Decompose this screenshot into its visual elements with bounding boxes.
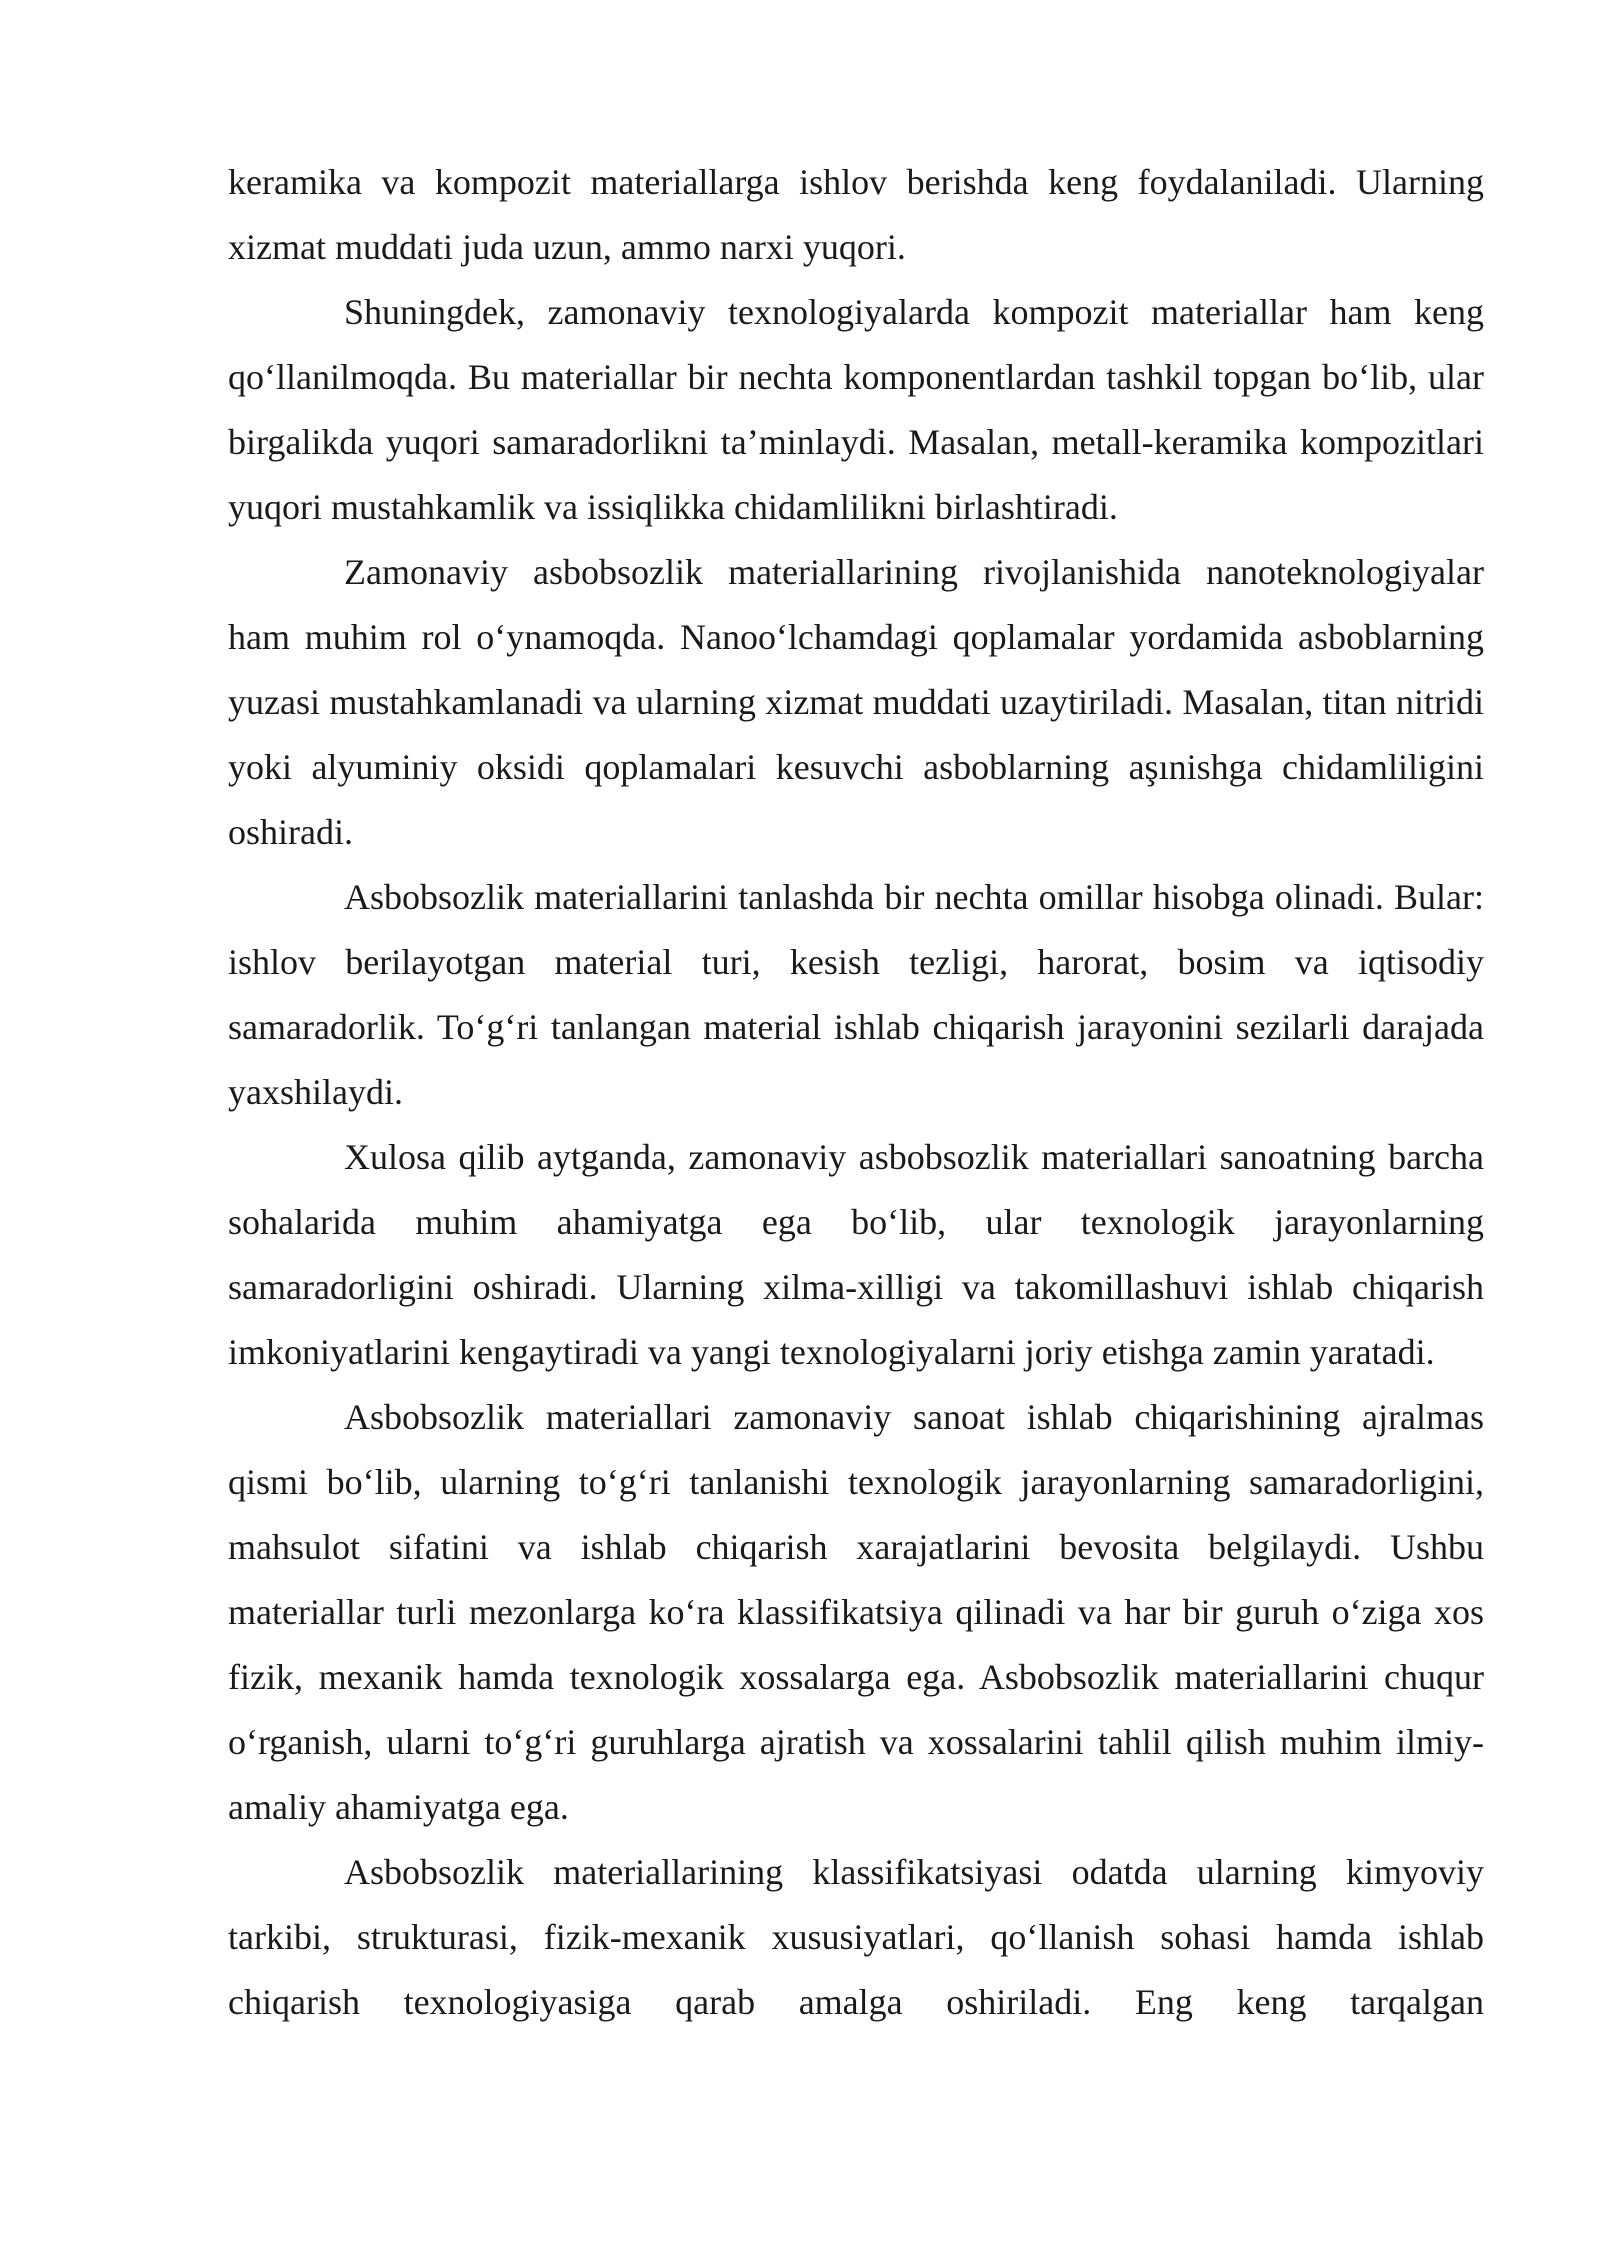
paragraph-composite-materials: Shuningdek, zamonaviy texnologiyalarda kompozit materiallar ham keng qo‘llanilmoqda. Bu materiallar bir nechta komponentlardan tashkil topgan bo‘lib, ular birgalikda yuqori samaradorlikni ta’minlaydi. Masalan, metall-keramika kompozitlari yuqori mustahkamlik va issiqlikka chidamlilikni birlashtiradi. bbox=[228, 292, 1484, 527]
paragraph-classification: Asbobsozlik materiallarining klassifikatsiyasi odatda ularning kimyoviy tarkibi, strukturasi, fizik-mexanik xususiyatlari, qo‘llanish sohasi hamda ishlab chiqarish texnologiyasiga qarab amalga oshiriladi. Eng keng tarqalgan bbox=[228, 1852, 1484, 2022]
document-body bbox=[228, 150, 1484, 2035]
paragraph-conclusion: Xulosa qilib aytganda, zamonaviy asbobsozlik materiallari sanoatning barcha sohalarida muhim ahamiyatga ega bo‘lib, ular texnologik jarayonlarning samaradorligini oshiradi. Ularning xilma-xilligi va takomillashuvi ishlab chiqarish imkoniyatlarini kengaytiradi va yangi texnologiyalarni joriy etishga zamin yaratadi. bbox=[228, 1137, 1484, 1372]
paragraph-nanotechnology: Zamonaviy asbobsozlik materiallarining rivojlanishida nanoteknologiyalar ham muhim rol o‘ynamoqda. Nanoo‘lchamdagi qoplamalar yordamida asboblarning yuzasi mustahkamlanadi va ularning xizmat muddati uzaytiriladi. Masalan, titan nitridi yoki alyuminiy oksidi qoplamalari kesuvchi asboblarning aşınishga chidamliligini oshiradi. bbox=[228, 552, 1484, 852]
paragraph-tool-materials-role: Asbobsozlik materiallari zamonaviy sanoat ishlab chiqarishining ajralmas qismi bo‘lib, ularning to‘g‘ri tanlanishi texnologik jarayonlarning samaradorligini, mahsulot sifatini va ishlab chiqarish xarajatlarini bevosita belgilaydi. Ushbu materiallar turli mezonlarga ko‘ra klassifikatsiya qilinadi va har bir guruh o‘ziga xos fizik, mexanik hamda texnologik xossalarga ega. Asbobsozlik materiallarini chuqur o‘rganish, ularni to‘g‘ri guruhlarga ajratish va xossalarini tahlil qilish muhim ilmiy-amaliy ahamiyatga ega. bbox=[228, 1397, 1484, 1827]
paragraph-material-selection: Asbobsozlik materiallarini tanlashda bir nechta omillar hisobga olinadi. Bular: ishlov berilayotgan material turi, kesish tezligi, harorat, bosim va iqtisodiy samaradorlik. To‘g‘ri tanlangan material ishlab chiqarish jarayonini sezilarli darajada yaxshilaydi. bbox=[228, 877, 1484, 1112]
paragraph-continuation: keramika va kompozit materiallarga ishlov berishda keng foydalaniladi. Ularning xizmat muddati juda uzun, ammo narxi yuqori. bbox=[228, 162, 1484, 267]
